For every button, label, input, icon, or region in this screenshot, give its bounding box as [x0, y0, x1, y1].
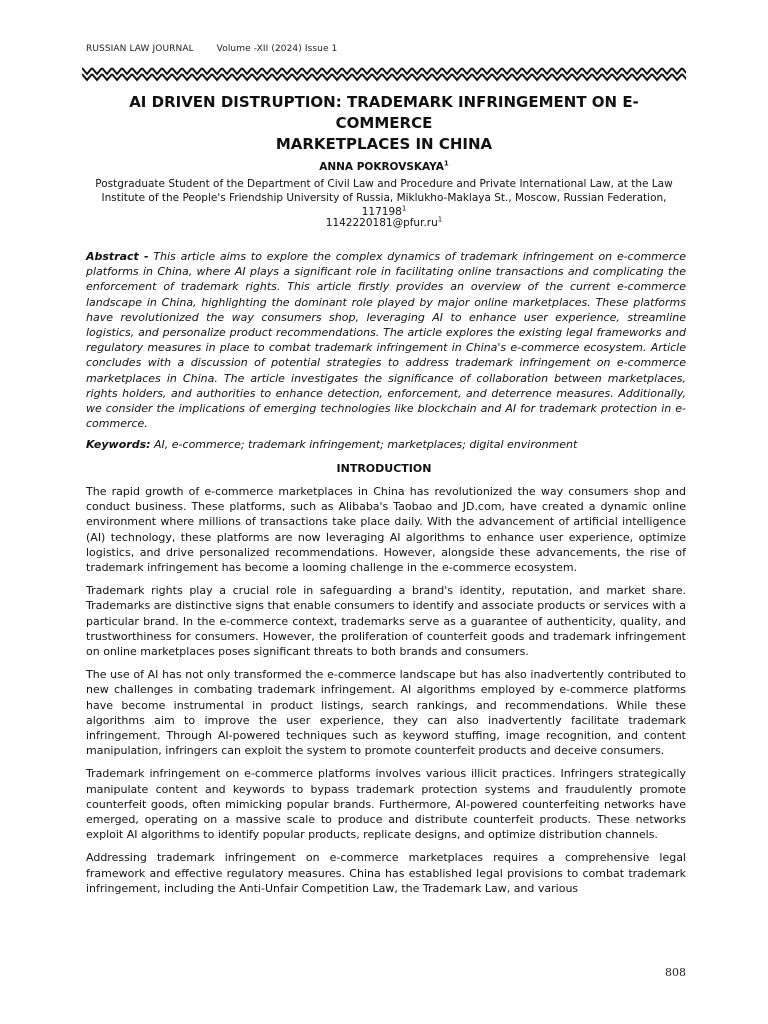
- keywords-label: Keywords:: [86, 438, 151, 451]
- title-line-2: MARKETPLACES IN CHINA: [275, 135, 493, 153]
- page-number: 808: [665, 966, 686, 979]
- volume-info: Volume -XII (2024) Issue 1: [216, 44, 338, 54]
- keywords-text: AI, e-commerce; trademark infringement; marketplaces; digital environment: [154, 438, 578, 451]
- paragraph: The rapid growth of e-commerce marketplaces in China has revolutionized the way consumers shop and conduct business. These platforms, such as Alibaba's Taobao and JD.com, have created a dynamic online environment where millions of transactions take place daily. With the advancement of artificial intelligence (AI) technology, these platforms are now leveraging AI algorithms to enhance user experience, optimize logistics, and drive personalized recommendations. However, alongside these advancements, the rise of trademark infringement has become a looming challenge in the e-commerce ecosystem.: [86, 485, 686, 575]
- affiliation-text: Postgraduate Student of the Department of Civil Law and Procedure and Private International Law, at the Law Institute of the People's Friendship University of Russia, Miklukho-Maklaya St., Moscow, Russian Federation, 117198: [95, 178, 673, 218]
- paragraph: Trademark rights play a crucial role in safeguarding a brand's identity, reputation, and market share. Trademarks are distinctive signs that enable consumers to identify and associate products or services with a particular brand. In the e-commerce context, trademarks serve as a guarantee of authenticity, quality, and trustworthiness for consumers. However, the proliferation of counterfeit goods and trademark infringement on online marketplaces poses significant threats to both brands and consumers.: [86, 584, 686, 659]
- abstract: [86, 249, 686, 431]
- email-text: 1142220181@pfur.ru: [325, 217, 438, 229]
- body-text: [86, 484, 686, 904]
- running-header: [86, 44, 337, 54]
- journal-name: RUSSIAN LAW JOURNAL: [86, 44, 194, 54]
- decorative-wave-ornament: [82, 64, 686, 82]
- abstract-text: This article aims to explore the complex dynamics of trademark infringement on e-commerce platforms in China, where AI plays a significant role in facilitating online transactions and complicating the enforcement of trademark rights. This article firstly provides an overview of the current e-commerce landscape in China, highlighting the dominant role played by major online marketplaces. These platforms have revolutionized the way consumers shop, leveraging AI to enhance user experience, streamline logistics, and personalize product recommendations. The article explores the existing legal frameworks and regulatory measures in place to combat trademark infringement in China's e-commerce ecosystem. Article concludes with a discussion of potential strategies to address trademark infringement on e-commerce marketplaces in China. The article investigates the significance of collaboration between marketplaces, rights holders, and authorities to enhance detection, enforcement, and deterrence measures. Additionally, we consider the implications of emerging technologies like blockchain and AI for trademark protection in e-commerce.: [86, 250, 686, 431]
- section-heading-introduction: INTRODUCTION: [336, 462, 432, 475]
- email-footnote-mark: 1: [437, 215, 443, 224]
- paragraph: The use of AI has not only transformed the e-commerce landscape but has also inadvertently contributed to new challenges in combating trademark infringement. AI algorithms employed by e-commerce platforms have become instrumental in product listings, search rankings, and recommendations. While these algorithms aim to improve the user experience, they can also inadvertently facilitate trademark infringement. Through AI-powered techniques such as keyword stuffing, image recognition, and content manipulation, infringers can exploit the system to promote counterfeit products and deceive consumers.: [86, 668, 686, 758]
- author-name: [86, 161, 682, 173]
- author-affiliation: [86, 177, 682, 219]
- paragraph: Addressing trademark infringement on e-commerce marketplaces requires a comprehensive legal framework and effective regulatory measures. China has established legal provisions to combat trademark infringement, including the Anti-Unfair Competition Law, the Trademark Law, and various: [86, 851, 686, 895]
- paragraph: Trademark infringement on e-commerce platforms involves various illicit practices. Infringers strategically manipulate content and keywords to bypass trademark protection systems and fraudulently promote counterfeit goods, often mimicking popular brands. Furthermore, AI-powered counterfeiting networks have emerged, operating on a massive scale to produce and distribute counterfeit products. These networks exploit AI algorithms to identify popular products, replicate designs, and optimize distribution channels.: [86, 767, 686, 842]
- author-footnote-mark: 1: [443, 159, 449, 168]
- author-email: [86, 217, 682, 229]
- affiliation-footnote-mark: 1: [401, 204, 407, 213]
- title-line-1: AI DRIVEN DISTRUPTION: TRADEMARK INFRINGEMENT ON E-COMMERCE: [129, 93, 639, 132]
- author-text: ANNA POKROVSKAYA: [319, 161, 444, 173]
- keywords: [86, 438, 686, 451]
- article-title: [86, 92, 682, 155]
- abstract-label: Abstract -: [86, 250, 149, 263]
